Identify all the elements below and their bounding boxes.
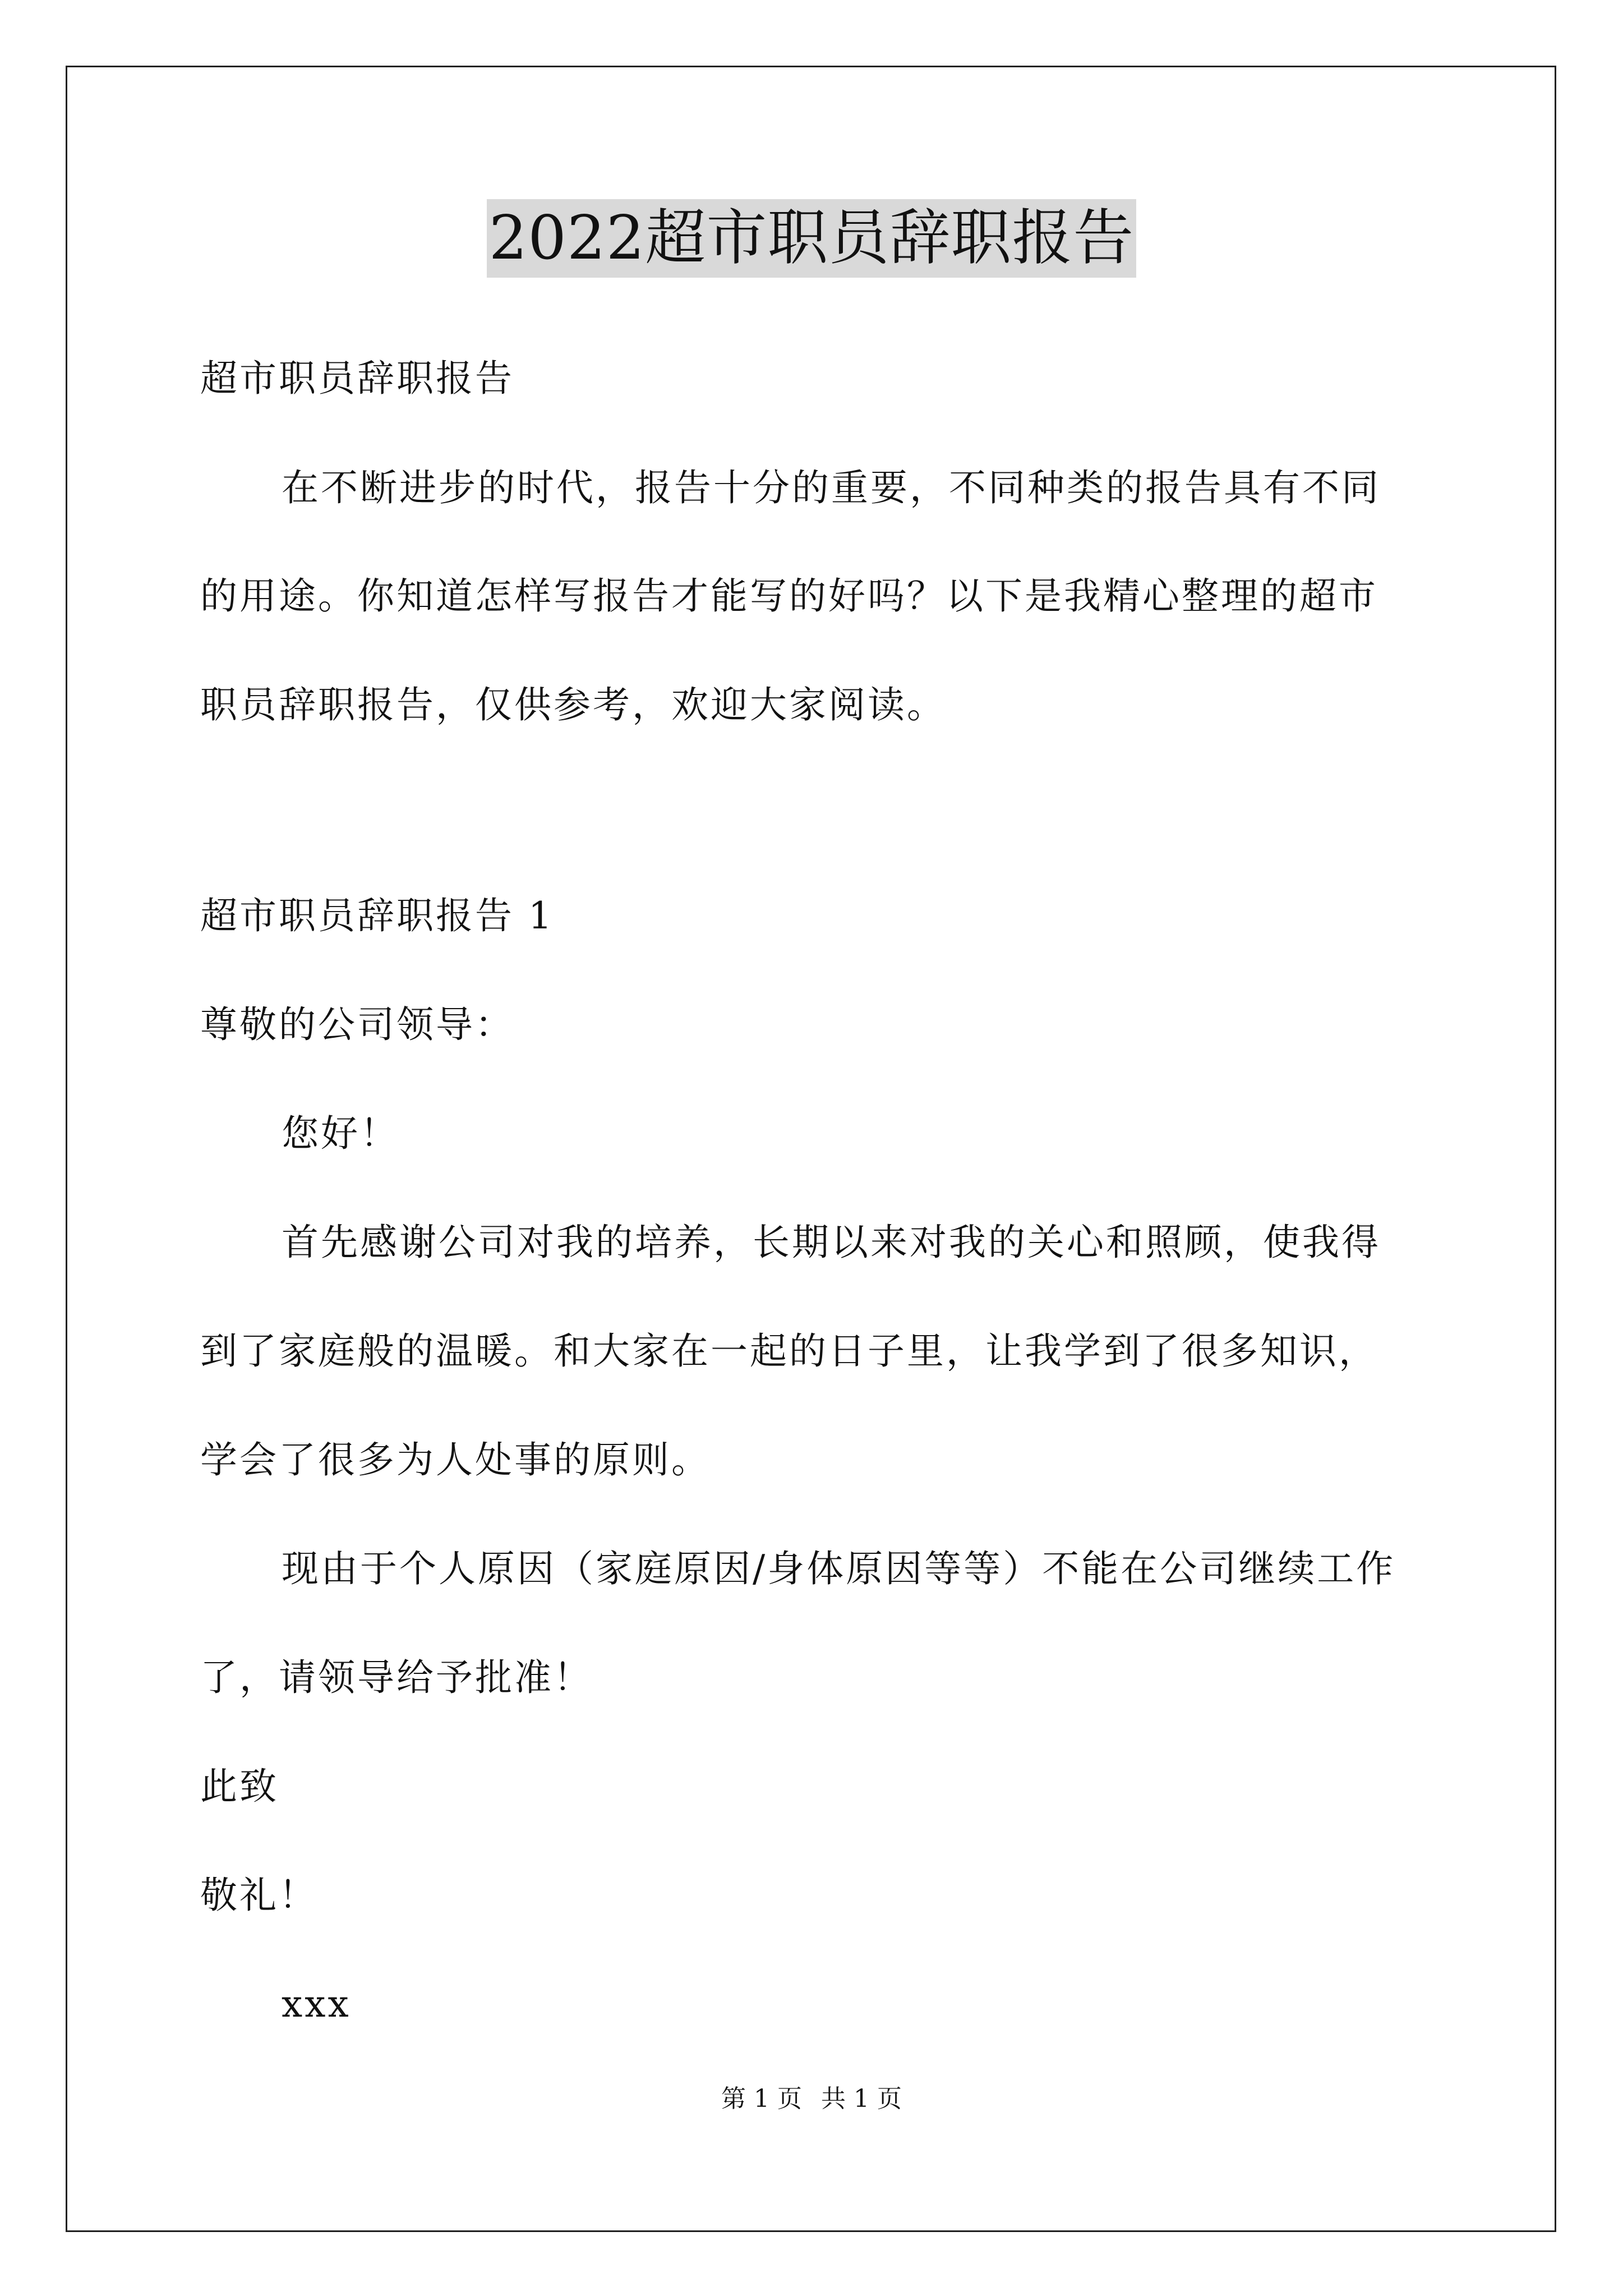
page-number-total: 共 1 页 <box>821 2085 902 2113</box>
signature: xxx <box>282 1982 351 2026</box>
title-container <box>0 199 1623 278</box>
greeting: 您好！ <box>282 1112 399 1155</box>
body-line-3: 学会了很多为人处事的原则。 <box>200 1438 711 1481</box>
salutation: 尊敬的公司领导： <box>200 1003 514 1046</box>
body-line-1: 首先感谢公司对我的培养，长期以来对我的关心和照顾，使我得 <box>282 1221 1381 1264</box>
document-subtitle: 超市职员辞职报告 <box>200 357 514 400</box>
page-number-current: 第 1 页 <box>721 2085 802 2113</box>
document-title: 2022超市职员辞职报告 <box>487 199 1137 278</box>
body-line-5: 了，请领导给予批准！ <box>200 1656 593 1699</box>
closing-line-1: 此致 <box>200 1765 279 1808</box>
intro-line-2: 的用途。你知道怎样写报告才能写的好吗？以下是我精心整理的超市 <box>200 574 1378 618</box>
section-heading: 超市职员辞职报告 1 <box>200 894 554 937</box>
intro-line-1: 在不断进步的时代，报告十分的重要，不同种类的报告具有不同 <box>282 466 1381 509</box>
closing-line-2: 敬礼！ <box>200 1874 318 1917</box>
body-line-2: 到了家庭般的温暖。和大家在一起的日子里，让我学到了很多知识， <box>200 1329 1378 1373</box>
body-line-4: 现由于个人原因（家庭原因/身体原因等等）不能在公司继续工作 <box>282 1547 1396 1590</box>
page-footer <box>0 2082 1623 2116</box>
intro-line-3: 职员辞职报告，仅供参考，欢迎大家阅读。 <box>200 683 946 726</box>
